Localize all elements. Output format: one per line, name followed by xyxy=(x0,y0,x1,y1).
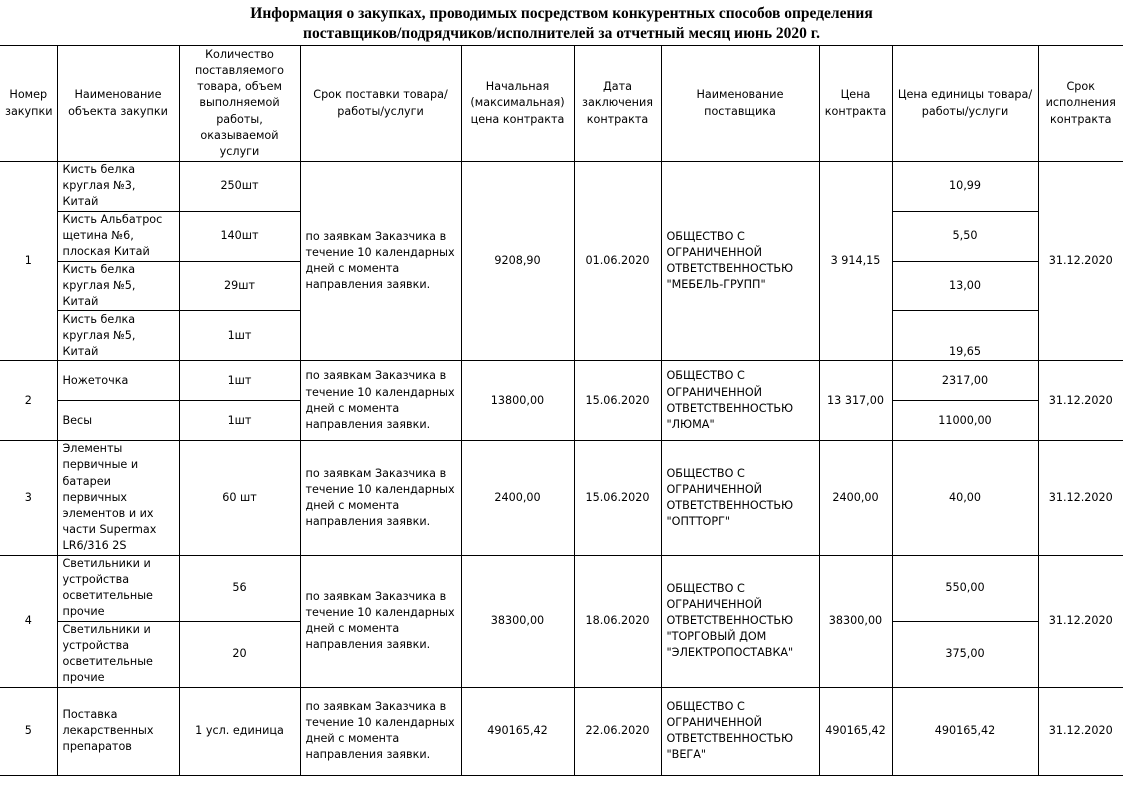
supplier-name: ОБЩЕСТВО С ОГРАНИЧЕННОЙ ОТВЕТСТВЕННОСТЬЮ "ТОРГОВЫЙ ДОМ "ЭЛЕКТРОПОСТАВКА" xyxy=(661,555,819,687)
item-quantity: 140шт xyxy=(179,211,300,261)
contract-date: 18.06.2020 xyxy=(574,555,661,687)
contract-date: 01.06.2020 xyxy=(574,162,661,361)
header-object-name: Наименование объекта закупки xyxy=(57,46,179,162)
contract-date: 15.06.2020 xyxy=(574,361,661,441)
contract-deadline: 31.12.2020 xyxy=(1038,162,1123,361)
delivery-term: по заявкам Заказчика в течение 10 календарных дней с момента направления заявки. xyxy=(300,441,461,555)
document-title xyxy=(0,4,1123,44)
item-name: Кисть белка круглая №3, Китай xyxy=(57,162,179,212)
unit-price: 11000,00 xyxy=(892,401,1038,441)
item-quantity: 1 усл. единица xyxy=(179,687,300,775)
contract-date: 22.06.2020 xyxy=(574,687,661,775)
contract-deadline: 31.12.2020 xyxy=(1038,555,1123,687)
item-name: Поставка лекарственных препаратов xyxy=(57,687,179,775)
item-quantity: 20 xyxy=(179,621,300,687)
purchase-number: 4 xyxy=(0,555,57,687)
purchase-number: 5 xyxy=(0,687,57,775)
contract-price: 38300,00 xyxy=(819,555,892,687)
contract-price: 3 914,15 xyxy=(819,162,892,361)
table-row xyxy=(0,162,1123,212)
contract-deadline: 31.12.2020 xyxy=(1038,441,1123,555)
purchases-table xyxy=(0,45,1123,776)
initial-price: 38300,00 xyxy=(461,555,574,687)
item-name: Кисть Альбатрос щетина №6, плоская Китай xyxy=(57,211,179,261)
contract-price: 490165,42 xyxy=(819,687,892,775)
title-line-2: поставщиков/подрядчиков/исполнителей за отчетный месяц июнь 2020 г. xyxy=(303,25,820,42)
item-name: Весы xyxy=(57,401,179,441)
table-row xyxy=(0,361,1123,401)
header-contract-price: Цена контракта xyxy=(819,46,892,162)
initial-price: 9208,90 xyxy=(461,162,574,361)
header-supplier: Наименование поставщика xyxy=(661,46,819,162)
unit-price: 2317,00 xyxy=(892,361,1038,401)
unit-price: 550,00 xyxy=(892,555,1038,621)
unit-price: 19,65 xyxy=(892,311,1038,361)
item-name: Ножеточка xyxy=(57,361,179,401)
contract-deadline: 31.12.2020 xyxy=(1038,687,1123,775)
delivery-term: по заявкам Заказчика в течение 10 календарных дней с момента направления заявки. xyxy=(300,162,461,361)
item-name: Элементы первичные и батареи первичных элементов и их части Supermax LR6/316 2S xyxy=(57,441,179,555)
header-quantity: Количество поставляемого товара, объем выполняемой работы, оказываемой услуги xyxy=(179,46,300,162)
purchase-number: 2 xyxy=(0,361,57,441)
unit-price: 490165,42 xyxy=(892,687,1038,775)
purchase-number: 3 xyxy=(0,441,57,555)
contract-price: 13 317,00 xyxy=(819,361,892,441)
initial-price: 490165,42 xyxy=(461,687,574,775)
delivery-term: по заявкам Заказчика в течение 10 календарных дней с момента направления заявки. xyxy=(300,555,461,687)
initial-price: 2400,00 xyxy=(461,441,574,555)
unit-price: 40,00 xyxy=(892,441,1038,555)
table-row xyxy=(0,441,1123,555)
unit-price: 10,99 xyxy=(892,162,1038,212)
contract-price: 2400,00 xyxy=(819,441,892,555)
item-quantity: 250шт xyxy=(179,162,300,212)
item-quantity: 29шт xyxy=(179,261,300,311)
item-name: Кисть белка круглая №5, Китай xyxy=(57,261,179,311)
header-deadline: Срок исполнения контракта xyxy=(1038,46,1123,162)
item-quantity: 1шт xyxy=(179,361,300,401)
unit-price: 5,50 xyxy=(892,211,1038,261)
unit-price: 375,00 xyxy=(892,621,1038,687)
supplier-name: ОБЩЕСТВО С ОГРАНИЧЕННОЙ ОТВЕТСТВЕННОСТЬЮ "МЕБЕЛЬ-ГРУПП" xyxy=(661,162,819,361)
item-quantity: 1шт xyxy=(179,311,300,361)
header-initial-price: Начальная (максимальная) цена контракта xyxy=(461,46,574,162)
delivery-term: по заявкам Заказчика в течение 10 календарных дней с момента направления заявки. xyxy=(300,687,461,775)
item-name: Светильники и устройства осветительные прочие xyxy=(57,621,179,687)
item-quantity: 60 шт xyxy=(179,441,300,555)
header-number: Номер закупки xyxy=(0,46,57,162)
delivery-term: по заявкам Заказчика в течение 10 календарных дней с момента направления заявки. xyxy=(300,361,461,441)
header-unit-price: Цена единицы товара/работы/услуги xyxy=(892,46,1038,162)
supplier-name: ОБЩЕСТВО С ОГРАНИЧЕННОЙ ОТВЕТСТВЕННОСТЬЮ "ОПТТОРГ" xyxy=(661,441,819,555)
contract-date: 15.06.2020 xyxy=(574,441,661,555)
contract-deadline: 31.12.2020 xyxy=(1038,361,1123,441)
header-delivery-term: Срок поставки товара/работы/услуги xyxy=(300,46,461,162)
item-name: Кисть белка круглая №5, Китай xyxy=(57,311,179,361)
purchase-number: 1 xyxy=(0,162,57,361)
title-line-1: Информация о закупках, проводимых посредством конкурентных способов определения xyxy=(250,5,873,22)
initial-price: 13800,00 xyxy=(461,361,574,441)
table-row xyxy=(0,555,1123,621)
item-quantity: 1шт xyxy=(179,401,300,441)
unit-price: 13,00 xyxy=(892,261,1038,311)
supplier-name: ОБЩЕСТВО С ОГРАНИЧЕННОЙ ОТВЕТСТВЕННОСТЬЮ "ЛЮМА" xyxy=(661,361,819,441)
item-name: Светильники и устройства осветительные прочие xyxy=(57,555,179,621)
table-row xyxy=(0,687,1123,775)
supplier-name: ОБЩЕСТВО С ОГРАНИЧЕННОЙ ОТВЕТСТВЕННОСТЬЮ "ВЕГА" xyxy=(661,687,819,775)
item-quantity: 56 xyxy=(179,555,300,621)
header-contract-date: Дата заключения контракта xyxy=(574,46,661,162)
header-row xyxy=(0,46,1123,162)
